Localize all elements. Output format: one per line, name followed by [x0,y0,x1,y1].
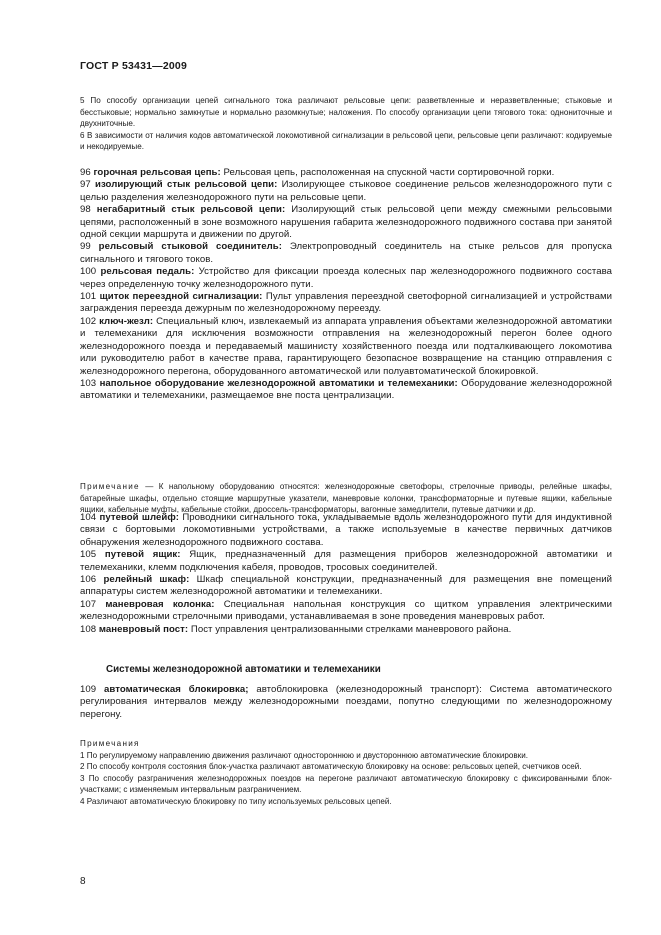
term-entry-105 [80,549,612,574]
term-definition: Специальная напольная конструкция со щитком управления электрическими железнодорожными стрелочными приводами, устанавливаемая в зоне проведения маневровых работ. [80,598,612,623]
term-entry-106 [80,574,612,599]
standard-header: ГОСТ Р 53431—2009 [80,60,188,72]
bottom-note-2: 2 По способу контроля состояния блок-участка различают автоматическую блокировку на основе: рельсовых цепей, счетчиков осей. [80,762,582,771]
term-title: автоматическая блокировка; [104,684,249,695]
bottom-note-1: 1 По регулируемому направлению движения различают одностороннюю и двустороннюю автоматические блокировки. [80,750,528,760]
note-body: — К напольному оборудованию относятся: железнодорожные светофоры, стрелочные приводы, релейные шкафы, батарейные шкафы, отдельно стоящие маршрутные указатели, маневровые колонки, трансформаторные и путевые ящики, кабельные ящики, кабельные муфты, кабельные стойки, дроссель-трансформаторы, вагонные замедлители, путевые датчики и др. [80,482,612,514]
term-title: маневровая колонка: [105,598,215,610]
terms-block-a [80,167,612,403]
term-title: напольное оборудование железнодорожной автоматики и телемеханики: [99,377,458,389]
term-definition: Изолирующее стыковое соединение рельсов железнодорожного пути с целью разделения железнодорожного пути на рельсовые цепи. [80,179,612,203]
section-heading-block [80,664,612,675]
term-definition: Шкаф специальной конструкции, предназначенный для размещения вне помещений аппаратуры систем железнодорожной автоматики и телемеханики. [80,574,613,598]
term-number: 107 [80,598,97,610]
term-entry-104 [80,512,612,549]
term-title: негабаритный стык рельсовой цепи: [96,204,286,216]
term-definition: Специальный ключ, извлекаемый из аппарата управления объектами железнодорожной автоматики и телемеханики для исключения возможности отправления на железнодорожный перегон более одного железнодорожного поезда и передаваемый машинисту хозяйственного поезда или подталкивающего локомотива или руководителю работ в качестве права, гарантирующего безопасное возвращение на станцию отправления с железнодорожного перегона, оборудованного автоматической или полуавтоматической блокировкой. [80,315,613,377]
term-number: 99 [80,241,91,253]
term-109-block [80,684,612,721]
notes-label: Примечания [80,739,140,748]
term-entry-99 [80,241,612,266]
term-definition: Пост управления централизованными стрелками маневрового района. [190,623,512,635]
term-title: путевой шлейф: [99,512,180,523]
term-entry-103 [80,378,612,403]
term-title: релейный шкаф: [103,574,190,586]
term-number: 105 [80,549,97,561]
term-title: ключ-жезл: [99,315,154,327]
term-definition: Устройство для фиксации проезда колесных пар железнодорожного подвижного состава через определенную точку железнодорожного пути. [80,266,613,290]
term-number: 103 [80,377,97,389]
bottom-notes [80,738,612,807]
term-definition: Ящик, предназначенный для размещения приборов железнодорожной автоматики и телемеханики, клемм подключения кабеля, проводов, тросовых соединителей. [80,549,613,573]
term-entry-108 [80,624,612,636]
top-notes [80,95,612,153]
term-title: горочная рельсовая цепь: [93,167,221,178]
term-entry-101 [80,291,612,316]
section-heading: Системы железнодорожной автоматики и телемеханики [106,664,381,675]
term-title: путевой ящик: [104,549,181,561]
note-5: 5 По способу организации цепей сигнального тока различают рельсовые цепи: разветвленные и неразветвленные; стыковые и бесстыковые; нормально замкнутые и нормально разомкнутые; наложения. По способу организации цепи тягового тока: однониточные и двухниточные. [80,96,612,128]
term-number: 96 [80,167,91,178]
term-definition: Оборудование железнодорожной автоматики и телемеханики, размещаемое вне поста централизации. [80,377,613,402]
term-number: 106 [80,574,97,586]
term-entry-100 [80,266,612,291]
term-definition: Электропроводный соединитель на стыке рельсов для пропуска сигнального и тягового токов. [80,241,613,265]
term-number: 104 [80,512,97,523]
terms-block-b [80,512,612,636]
note-103-text [80,481,612,516]
term-number: 101 [80,291,97,303]
term-entry-109 [80,684,612,721]
term-definition: Рельсовая цепь, расположенная на спускной части сортировочной горки. [223,167,555,178]
bottom-note-4: 4 Различают автоматическую блокировку по типу используемых рельсовых цепей. [80,796,392,806]
term-number: 109 [80,684,97,695]
term-title: маневровый пост: [98,623,189,635]
term-definition: автоблокировка (железнодорожный транспорт): Система автоматического регулирования интервалов между железнодорожными поездами, попутно следующими по железнодорожному перегону. [80,684,612,720]
term-entry-102 [80,316,612,378]
note-label: Примечание [80,482,140,491]
term-entry-107 [80,599,612,624]
term-entry-96 [80,167,612,179]
term-number: 100 [80,266,97,278]
term-number: 108 [80,623,97,635]
term-definition: Пульт управления переездной светофорной сигнализацией и устройствами заграждения переезда дежурным по железнодорожному переезду. [80,291,613,315]
term-entry-97 [80,179,612,204]
term-entry-98 [80,204,612,241]
note-6: 6 В зависимости от наличия кодов автоматической локомотивной сигнализации в рельсовой цепи, рельсовые цепи различают: кодируемые и некодируемые. [80,130,612,151]
term-number: 97 [80,179,91,191]
term-number: 98 [80,204,91,216]
term-title: щиток переездной сигнализации: [99,291,263,303]
term-title: рельсовый стыковой соединитель: [98,241,282,253]
term-title: изолирующий стык рельсовой цепи: [95,179,278,191]
term-title: рельсовая педаль: [100,266,195,278]
term-definition: Изолирующий стык рельсовой цепи между смежными рельсовыми цепями, расположенный в зоне возможного нарушения габарита железнодорожного подвижного состава при занятой одной секции маршрута и движении по другой. [80,204,612,241]
page-number: 8 [80,876,86,887]
term-definition: Проводники сигнального тока, укладываемые вдоль железнодорожного пути для индуктивной связи с бортовыми локомотивными устройствами, а также используемые в качестве первичных датчиков обнаружения железнодорожного подвижного состава. [80,512,612,548]
note-103 [80,481,612,516]
bottom-note-3: 3 По способу разграничения железнодорожных поездов на перегоне различают автоматическую блокировку с фиксированными блок-участками; с изменяемым интервальным разграничением. [80,773,612,794]
term-number: 102 [80,315,97,327]
